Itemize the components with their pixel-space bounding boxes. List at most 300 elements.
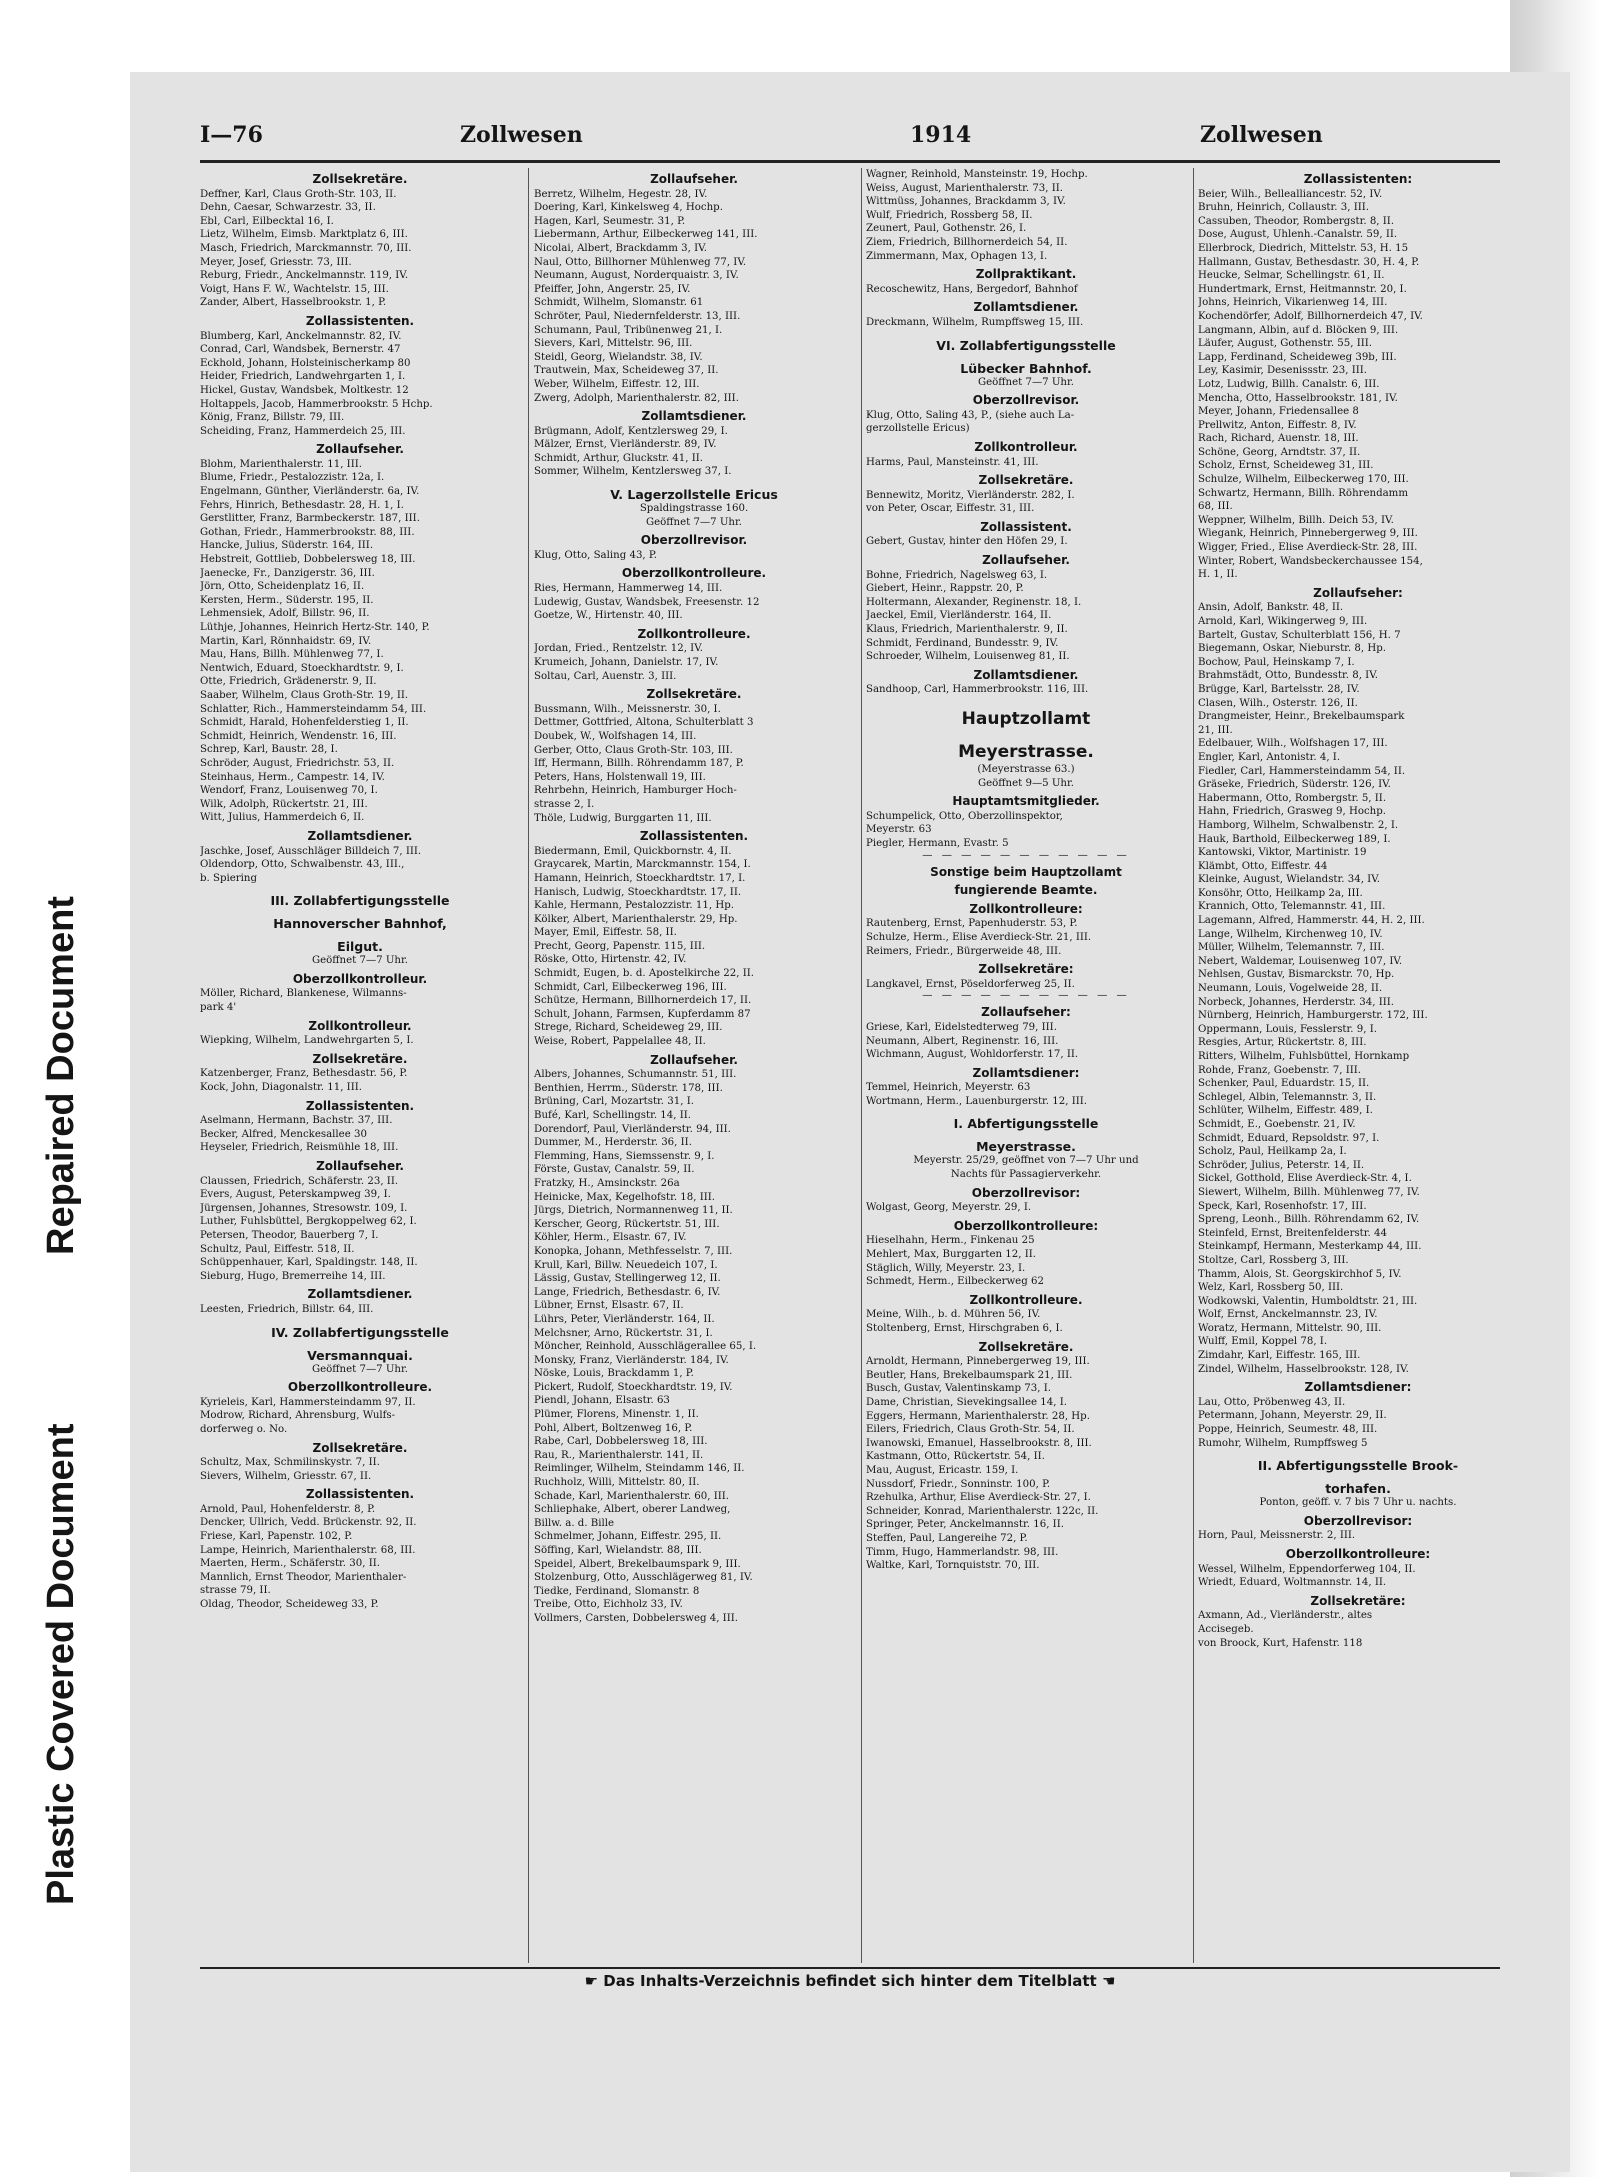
directory-entry: Langmann, Albin, auf d. Blöcken 9, III. — [1198, 324, 1399, 336]
directory-entry: Zander, Albert, Hasselbrookstr. 1, P. — [200, 297, 387, 309]
directory-entry: Klaus, Friedrich, Marienthalerstr. 9, II. — [866, 624, 1068, 636]
directory-entry: Holtappels, Jacob, Hammerbrookstr. 5 Hchp. — [200, 398, 433, 410]
directory-entry: Aselmann, Hermann, Bachstr. 37, III. — [200, 1115, 393, 1127]
directory-entry: Nebert, Waldemar, Louisenweg 107, IV. — [1198, 955, 1403, 967]
directory-entry: Lau, Otto, Pröbenweg 43, II. — [1198, 1396, 1346, 1408]
directory-entry: Pfeiffer, John, Angerstr. 25, IV. — [534, 283, 691, 295]
directory-entry: Waltke, Karl, Tornquiststr. 70, III. — [866, 1560, 1040, 1572]
directory-entry: Petermann, Johann, Meyerstr. 29, II. — [1198, 1410, 1387, 1422]
directory-entry: Wessel, Wilhelm, Eppendorferweg 104, II. — [1198, 1563, 1416, 1575]
directory-entry: Melchsner, Arno, Rückertstr. 31, I. — [534, 1327, 713, 1339]
directory-entry: Kleinke, August, Wielandstr. 34, IV. — [1198, 874, 1381, 886]
section-heading: Oberzollkontrolleure: — [953, 1218, 1099, 1233]
directory-entry: Winter, Robert, Wandsbeckerchaussee 154, — [1198, 555, 1423, 567]
directory-entry: Kock, John, Diagonalstr. 11, III. — [200, 1082, 362, 1094]
directory-entry: Schröter, Paul, Niedernfelderstr. 13, III. — [534, 310, 741, 322]
directory-entry: Prellwitz, Anton, Eiffestr. 8, IV. — [1198, 419, 1357, 431]
directory-entry: Lange, Friedrich, Bethesdastr. 6, IV. — [534, 1286, 721, 1298]
section-title-left: Zollwesen — [460, 122, 583, 148]
directory-entry: Wulff, Emil, Koppel 78, I. — [1198, 1336, 1328, 1348]
directory-entry: Rau, R., Marienthalerstr. 141, II. — [534, 1449, 704, 1461]
directory-entry: Evers, August, Peterskampweg 39, I. — [200, 1189, 391, 1201]
directory-entry: Weise, Robert, Pappelallee 48, II. — [534, 1036, 706, 1048]
section-heading: Zollamtsdiener. — [973, 300, 1079, 315]
directory-entry: Eilers, Friedrich, Claus Groth-Str. 54, II. — [866, 1424, 1075, 1436]
directory-entry: Griese, Karl, Eidelstedterweg 79, III. — [866, 1021, 1057, 1033]
directory-entry: Schumann, Paul, Tribünenweg 21, I. — [534, 324, 723, 336]
directory-entry: Wortmann, Herm., Lauenburgerstr. 12, III. — [866, 1095, 1088, 1107]
section-heading: Zollkontrolleure. — [969, 1292, 1083, 1307]
directory-entry: Lässig, Gustav, Stellingerweg 12, II. — [534, 1273, 721, 1285]
directory-entry: Saaber, Wilhelm, Claus Groth-Str. 19, II. — [200, 689, 409, 701]
column-2 — [534, 168, 854, 1626]
directory-entry: Tiedke, Ferdinand, Slomanstr. 8 — [534, 1585, 700, 1597]
office-note: Spaldingstrasse 160. — [639, 503, 749, 515]
directory-entry: Temmel, Heinrich, Meyerstr. 63 — [866, 1082, 1031, 1094]
directory-entry: Brüning, Carl, Mozartstr. 31, I. — [534, 1096, 694, 1108]
directory-entry: Schlegel, Albin, Telemannstr. 3, II. — [1198, 1091, 1377, 1103]
directory-entry: Piendl, Johann, Elsastr. 63 — [534, 1395, 670, 1407]
directory-entry: Vollmers, Carsten, Dobbelersweg 4, III. — [534, 1612, 738, 1624]
section-heading: Zollaufseher. — [316, 442, 404, 457]
footer-note — [200, 1972, 1500, 1990]
directory-entry: Fratzky, H., Amsinckstr. 26a — [534, 1177, 680, 1189]
directory-entry: Arnold, Paul, Hohenfelderstr. 8, P. — [200, 1503, 376, 1515]
directory-entry: Soltau, Carl, Auenstr. 3, III. — [534, 670, 677, 682]
directory-entry: Berretz, Wilhelm, Hegestr. 28, IV. — [534, 188, 708, 200]
directory-entry: Meyer, Josef, Griesstr. 73, III. — [200, 256, 352, 268]
directory-entry: Rumohr, Wilhelm, Rumpffsweg 5 — [1198, 1437, 1368, 1449]
directory-entry: Schumpelick, Otto, Oberzollinspektor, — [866, 810, 1063, 822]
office-note: Geöffnet 9—5 Uhr. — [978, 777, 1074, 789]
directory-entry: Schultz, Paul, Eiffestr. 518, II. — [200, 1243, 355, 1255]
directory-entry: Dreckmann, Wilhelm, Rumpffsweg 15, III. — [866, 316, 1084, 328]
directory-entry: Sievers, Karl, Mittelstr. 96, III. — [534, 338, 693, 350]
footer-rule — [200, 1967, 1500, 1969]
directory-entry: Arnoldt, Hermann, Pinnebergerweg 19, III. — [866, 1356, 1090, 1368]
side-panel — [0, 0, 130, 2177]
directory-entry: Bruhn, Heinrich, Collaustr. 3, III. — [1198, 202, 1370, 214]
directory-entry: Resgies, Artur, Rückertstr. 8, III. — [1198, 1037, 1367, 1049]
document-page — [130, 72, 1570, 2172]
office-note: Geöffnet 7—7 Uhr. — [312, 1363, 408, 1375]
directory-entry: Förste, Gustav, Canalstr. 59, II. — [534, 1164, 695, 1176]
directory-entry: Luther, Fuhlsbüttel, Bergkoppelweg 62, I. — [200, 1216, 417, 1228]
directory-entry: Hieselhahn, Herm., Finkenau 25 — [866, 1235, 1035, 1247]
directory-entry: Wittmüss, Johannes, Brackdamm 3, IV. — [866, 196, 1066, 208]
directory-entry: Dettmer, Gottfried, Altona, Schulterblatt 3 — [534, 717, 754, 729]
section-heading: Zollsekretäre: — [1310, 1593, 1406, 1608]
column-divider — [861, 168, 862, 1963]
directory-entry: Mayer, Emil, Eiffestr. 58, II. — [534, 927, 677, 939]
directory-entry: Rzehulka, Arthur, Elise Averdieck-Str. 27, I. — [866, 1492, 1091, 1504]
section-heading: Zollassistenten. — [305, 1487, 415, 1502]
directory-entry: Langkavel, Ernst, Pöseldorferweg 25, II. — [866, 978, 1075, 990]
directory-entry: Jörn, Otto, Scheidenplatz 16, II. — [200, 581, 365, 593]
directory-entry: Recoschewitz, Hans, Bergedorf, Bahnhof — [866, 283, 1078, 295]
directory-entry: Schmidt, Heinrich, Wendenstr. 16, III. — [200, 730, 397, 742]
directory-entry: Läufer, August, Gothenstr. 55, III. — [1198, 338, 1373, 350]
directory-entry: Woratz, Hermann, Mittelstr. 90, III. — [1198, 1322, 1382, 1334]
directory-entry: Clasen, Wilh., Osterstr. 126, II. — [1198, 697, 1358, 709]
directory-entry: Neumann, August, Norderquaistr. 3, IV. — [534, 270, 739, 282]
directory-entry: Sieburg, Hugo, Bremerreihe 14, III. — [200, 1270, 386, 1282]
directory-entry: Bussmann, Wilh., Meissnerstr. 30, I. — [534, 703, 721, 715]
directory-entry: Lübner, Ernst, Elsastr. 67, II. — [534, 1300, 684, 1312]
directory-entry: von Broock, Kurt, Hafenstr. 118 — [1198, 1637, 1363, 1649]
directory-entry: Schlüter, Wilhelm, Eiffestr. 489, I. — [1198, 1105, 1373, 1117]
directory-entry: Zindel, Wilhelm, Hasselbrookstr. 128, IV. — [1198, 1363, 1409, 1375]
section-heading: Zollkontrolleure: — [969, 901, 1083, 916]
directory-entry: Nentwich, Eduard, Stoeckhardtstr. 9, I. — [200, 662, 404, 674]
section-heading: Zollassistenten. — [639, 829, 749, 844]
directory-entry: Goetze, W., Hirtenstr. 40, III. — [534, 610, 683, 622]
directory-entry: Blumberg, Karl, Anckelmannstr. 82, IV. — [200, 330, 402, 342]
directory-entry: Lüthje, Johannes, Heinrich Hertz-Str. 140, P. — [200, 622, 430, 633]
directory-entry: Ansin, Adolf, Bankstr. 48, II. — [1198, 602, 1344, 614]
directory-entry: Iff, Hermann, Billh. Röhrendamm 187, P. — [534, 758, 744, 770]
directory-entry: Fiedler, Carl, Hammersteindamm 54, II. — [1198, 765, 1406, 777]
directory-entry: Precht, Georg, Papenstr. 115, III. — [534, 940, 706, 952]
directory-entry: Nöske, Louis, Brackdamm 1, P. — [534, 1368, 694, 1380]
directory-entry: Hancke, Julius, Süderstr. 164, III. — [200, 540, 374, 552]
directory-entry: Zwerg, Adolph, Marienthalerstr. 82, III. — [534, 392, 739, 404]
section-heading: Zollsekretäre: — [978, 962, 1074, 977]
directory-entry: Thamm, Alois, St. Georgskirchhof 5, IV. — [1198, 1268, 1402, 1280]
column-divider — [528, 168, 529, 1963]
directory-entry: Mälzer, Ernst, Vierländerstr. 89, IV. — [534, 439, 717, 451]
office-heading: Lübecker Bahnhof. — [960, 360, 1092, 376]
office-note: Meyerstr. 25/29, geöffnet von 7—7 Uhr und — [913, 1155, 1139, 1167]
directory-entry: Lampe, Heinrich, Marienthalerstr. 68, III. — [200, 1544, 416, 1556]
section-heading: Zollaufseher. — [650, 172, 738, 186]
directory-entry: Scholz, Ernst, Scheideweg 31, III. — [1198, 460, 1374, 472]
section-heading: Oberzollkontrolleur. — [292, 971, 428, 986]
directory-entry: Neumann, Louis, Vogelweide 28, II. — [1198, 983, 1383, 995]
directory-entry: Arnold, Karl, Wikingerweg 9, III. — [1198, 616, 1368, 627]
directory-entry: Schüppenhauer, Karl, Spaldingstr. 148, II. — [200, 1257, 418, 1269]
section-heading: Oberzollkontrolleure: — [1285, 1547, 1431, 1561]
section-heading: Zollkontrolleur. — [974, 439, 1078, 454]
directory-entry: Schenker, Paul, Eduardstr. 15, II. — [1198, 1078, 1370, 1090]
directory-entry: Rach, Richard, Auenstr. 18, III. — [1198, 433, 1359, 445]
directory-entry: Petersen, Theodor, Bauerberg 7, I. — [200, 1229, 379, 1241]
directory-entry: Schroeder, Wilhelm, Louisenweg 81, II. — [866, 651, 1070, 663]
directory-entry: Speck, Karl, Rosenhofstr. 17, III. — [1198, 1200, 1367, 1212]
directory-entry: Thöle, Ludwig, Burggarten 11, III. — [534, 812, 712, 824]
directory-entry: Drangmeister, Heinr., Brekelbaumspark — [1198, 711, 1405, 723]
section-heading: Zollassistenten. — [305, 313, 415, 328]
directory-entry: Steidl, Georg, Wielandstr. 38, IV. — [534, 351, 703, 363]
section-heading: Zollkontrolleur. — [308, 1018, 412, 1033]
directory-entry: Iwanowski, Emanuel, Hasselbrookstr. 8, III. — [866, 1437, 1092, 1449]
directory-entry: Busch, Gustav, Valentinskamp 73, I. — [866, 1383, 1051, 1395]
directory-entry: Otte, Friedrich, Grädenerstr. 9, II. — [200, 676, 377, 688]
directory-entry: Jaeckel, Emil, Vierländerstr. 164, II. — [866, 610, 1052, 622]
directory-entry: Meine, Wilh., b. d. Mühren 56, IV. — [866, 1309, 1041, 1321]
directory-entry: Eckhold, Johann, Holsteinischerkamp 80 — [200, 357, 411, 369]
directory-entry: Katzenberger, Franz, Bethesdastr. 56, P. — [200, 1068, 408, 1080]
section-heading: Zollaufseher. — [316, 1159, 404, 1173]
directory-entry: Piegler, Hermann, Evastr. 5 — [866, 837, 1009, 849]
directory-entry: Wilk, Adolph, Rückertstr. 21, III. — [200, 798, 368, 810]
directory-entry: Beutler, Hans, Brekelbaumspark 21, III. — [866, 1369, 1073, 1381]
directory-entry: park 4' — [200, 1002, 237, 1014]
directory-entry: Söffing, Karl, Wielandstr. 88, III. — [534, 1545, 702, 1556]
directory-entry: Schütze, Hermann, Billhornerdeich 17, II. — [534, 995, 752, 1007]
directory-entry: Naul, Otto, Billhorner Mühlenweg 77, IV. — [534, 256, 747, 268]
directory-entry: Zeunert, Paul, Gothenstr. 26, I. — [866, 223, 1027, 235]
column-3 — [866, 168, 1186, 1573]
directory-entry: Gothan, Friedr., Hammerbrookstr. 88, III. — [200, 526, 415, 538]
directory-entry: Graycarek, Martin, Marckmannstr. 154, I. — [534, 859, 751, 871]
directory-entry: Wendorf, Franz, Louisenweg 70, I. — [200, 785, 378, 797]
directory-entry: Nussdorf, Friedr., Sonninstr. 100, P. — [866, 1478, 1051, 1490]
directory-entry: Mau, August, Ericastr. 159, I. — [866, 1464, 1019, 1476]
directory-entry: Klug, Otto, Saling 43, P., (siehe auch La- — [866, 409, 1075, 421]
footer-text: Das Inhalts-Verzeichnis befindet sich hinter dem Titelblatt — [603, 1972, 1097, 1990]
directory-entry: Beier, Wilh., Bellealliancestr. 52, IV. — [1198, 188, 1383, 200]
directory-entry: Köhler, Herm., Elsastr. 67, IV. — [534, 1232, 687, 1244]
section-heading: Zollassistenten. — [305, 1098, 415, 1113]
directory-entry: Jürgensen, Johannes, Stresowstr. 109, I. — [200, 1202, 408, 1214]
directory-entry: strasse 2, I. — [534, 798, 595, 810]
repaired-document-label: Repaired Document — [40, 896, 82, 1255]
directory-entry: Friese, Karl, Papenstr. 102, P. — [200, 1531, 353, 1543]
directory-entry: Dose, August, Uhlenh.-Canalstr. 59, II. — [1198, 229, 1398, 241]
directory-entry: Kyrieleis, Karl, Hammersteindamm 97, II. — [200, 1396, 416, 1408]
directory-entry: dorferweg o. No. — [200, 1423, 288, 1435]
directory-entry: Reimlinger, Wilhelm, Steindamm 146, II. — [534, 1463, 745, 1475]
directory-entry: Hamann, Heinrich, Stoeckhardtstr. 17, I. — [534, 872, 746, 884]
directory-entry: Wriedt, Eduard, Woltmannstr. 14, II. — [1198, 1577, 1387, 1589]
directory-entry: Albers, Johannes, Schumannstr. 51, III. — [534, 1069, 737, 1081]
directory-entry: Lietz, Wilhelm, Eimsb. Marktplatz 6, III. — [200, 229, 408, 241]
office-note: Geöffnet 7—7 Uhr. — [646, 516, 742, 528]
page-header — [200, 122, 1500, 158]
directory-entry: Rehrbehn, Heinrich, Hamburger Hoch- — [534, 785, 737, 797]
directory-entry: Dummer, M., Herderstr. 36, II. — [534, 1137, 692, 1149]
section-heading: Oberzollkontrolleure. — [287, 1380, 433, 1395]
directory-entry: Krannich, Otto, Telemannstr. 41, III. — [1198, 901, 1386, 913]
section-heading: fungierende Beamte. — [954, 883, 1098, 898]
directory-entry: Jordan, Fried., Rentzelstr. 12, IV. — [534, 643, 704, 655]
directory-entry: Hamborg, Wilhelm, Schwalbenstr. 2, I. — [1198, 819, 1399, 831]
directory-entry: Rabe, Carl, Dobbelersweg 18, III. — [534, 1436, 708, 1448]
directory-entry: Steinfeld, Ernst, Breitenfelderstr. 44 — [1198, 1227, 1387, 1239]
directory-entry: Eggers, Hermann, Marienthalerstr. 28, Hp. — [866, 1410, 1090, 1422]
directory-entry: Brügge, Karl, Bartelsstr. 28, IV. — [1198, 683, 1360, 695]
directory-entry: Klämbt, Otto, Eiffestr. 44 — [1198, 860, 1328, 872]
pointing-hand-right-icon: ☚ — [1101, 1972, 1116, 1990]
directory-entry: Weppner, Wilhelm, Billh. Deich 53, IV. — [1198, 514, 1394, 526]
section-heading: Hauptamtsmitglieder. — [952, 794, 1100, 809]
directory-entry: H. 1, II. — [1198, 569, 1238, 581]
directory-entry: Konsöhr, Otto, Heilkamp 2a, III. — [1198, 887, 1363, 899]
directory-entry: Stoltenberg, Ernst, Hirschgraben 6, I. — [866, 1323, 1063, 1334]
directory-entry: Schwartz, Hermann, Billh. Röhrendamm — [1198, 487, 1409, 499]
directory-entry: Schmelmer, Johann, Eiffestr. 295, II. — [534, 1531, 722, 1543]
office-note: Nachts für Passagierverkehr. — [950, 1169, 1102, 1181]
section-heading: Zollamtsdiener: — [972, 1065, 1080, 1080]
section-heading: Zollaufseher: — [1313, 585, 1403, 600]
directory-entry: Witt, Julius, Hammerdeich 6, II. — [200, 812, 365, 824]
directory-entry: Krumeich, Johann, Danielstr. 17, IV. — [534, 657, 719, 668]
directory-entry: Jaschke, Josef, Ausschläger Billdeich 7, III. — [200, 845, 422, 857]
directory-entry: Nicolai, Albert, Brackdamm 3, IV. — [534, 242, 707, 254]
directory-entry: Doering, Karl, Kinkelsweg 4, Hochp. — [534, 202, 723, 214]
office-note: Geöffnet 7—7 Uhr. — [312, 955, 408, 967]
directory-entry: Conrad, Carl, Wandsbek, Bernerstr. 47 — [200, 344, 401, 356]
directory-entry: Kerscher, Georg, Rückertstr. 51, III. — [534, 1218, 720, 1230]
directory-entry: Neumann, Albert, Reginenstr. 16, III. — [866, 1035, 1059, 1047]
column-1 — [200, 168, 520, 1612]
directory-entry: Hallmann, Gustav, Bethesdastr. 30, H. 4, P. — [1198, 256, 1420, 268]
directory-entry: Kochendörfer, Adolf, Billhornerdeich 47, IV. — [1198, 310, 1423, 322]
directory-entry: Wiegank, Heinrich, Pinnebergerweg 9, III. — [1198, 528, 1418, 540]
section-heading: Oberzollrevisor: — [971, 1185, 1081, 1200]
office-heading: Hannoverscher Bahnhof, — [273, 916, 447, 932]
directory-entry: Jürgs, Dietrich, Normannenweg 11, II. — [534, 1205, 733, 1217]
directory-entry: Speidel, Albert, Brekelbaumspark 9, III. — [534, 1558, 741, 1570]
section-heading: Oberzollrevisor. — [972, 393, 1080, 408]
directory-entry: Jaenecke, Fr., Danzigerstr. 36, III. — [200, 567, 375, 579]
directory-entry: Schmidt, E., Goebenstr. 21, IV. — [1198, 1118, 1356, 1130]
directory-entry: Brügmann, Adolf, Kentzlersweg 29, I. — [534, 425, 728, 437]
section-title-right: Zollwesen — [1200, 122, 1323, 148]
directory-entry: Spreng, Leonh., Billh. Röhrendamm 62, IV. — [1198, 1214, 1420, 1226]
directory-entry: Heucke, Selmar, Schellingstr. 61, II. — [1198, 270, 1385, 282]
directory-entry: Strege, Richard, Scheideweg 29, III. — [534, 1022, 723, 1034]
directory-entry: Dame, Christian, Sievekingsallee 14, I. — [866, 1396, 1067, 1408]
directory-entry: Schmidt, Wilhelm, Slomanstr. 61 — [534, 297, 704, 309]
directory-entry: Konopka, Johann, Methfesselstr. 7, III. — [534, 1245, 733, 1257]
directory-entry: Harms, Paul, Mansteinstr. 41, III. — [866, 456, 1039, 468]
directory-entry: Gebert, Gustav, hinter den Höfen 29, I. — [866, 536, 1068, 548]
directory-entry: Siewert, Wilhelm, Billh. Mühlenweg 77, IV. — [1198, 1186, 1420, 1198]
directory-entry: Ruchholz, Willi, Mittelstr. 80, II. — [534, 1477, 700, 1489]
directory-entry: Hahn, Friedrich, Grasweg 9, Hochp. — [1198, 806, 1386, 818]
directory-entry: Schade, Karl, Marienthalerstr. 60, III. — [534, 1490, 730, 1502]
directory-entry: Ellerbrock, Diedrich, Mittelstr. 53, H. 15 — [1198, 242, 1409, 254]
section-heading: Zollamtsdiener. — [973, 667, 1079, 682]
section-heading: Zollamtsdiener: — [1304, 1380, 1412, 1395]
directory-entry: Lotz, Ludwig, Billh. Canalstr. 6, III. — [1198, 378, 1380, 390]
directory-entry: Sommer, Wilhelm, Kentzlersweg 37, I. — [534, 466, 732, 478]
directory-entry: Heyseler, Friedrich, Reismühle 18, III. — [200, 1142, 399, 1154]
directory-entry: Schmidt, Eduard, Repsoldstr. 97, I. — [1198, 1132, 1380, 1144]
directory-entry: Accisegeb. — [1198, 1623, 1254, 1635]
directory-entry: Schulze, Wilhelm, Eilbeckerweg 170, III. — [1198, 474, 1409, 486]
directory-entry: Bartelt, Gustav, Schulterblatt 156, H. 7 — [1198, 629, 1401, 641]
directory-entry: Schmidt, Eugen, b. d. Apostelkirche 22, II. — [534, 968, 755, 980]
directory-entry: Oppermann, Louis, Fesslerstr. 9, I. — [1198, 1023, 1377, 1035]
page-number: I—76 — [200, 122, 263, 148]
directory-entry: Wagner, Reinhold, Mansteinstr. 19, Hochp. — [866, 169, 1088, 180]
directory-entry: Steinkampf, Hermann, Mesterkamp 44, III. — [1198, 1241, 1422, 1253]
section-heading: Zollsekretäre. — [312, 172, 408, 186]
directory-entry: Martin, Karl, Rönnhaidstr. 69, IV. — [200, 635, 372, 647]
directory-entry: Bufé, Karl, Schellingstr. 14, II. — [534, 1110, 692, 1121]
directory-entry: Schneider, Konrad, Marienthalerstr. 122c, II. — [866, 1505, 1099, 1517]
directory-entry: Welz, Karl, Rossberg 50, III. — [1198, 1282, 1344, 1294]
office-note: Geöffnet 7—7 Uhr. — [978, 376, 1074, 388]
directory-entry: Reimers, Friedr., Bürgerweide 48, III. — [866, 945, 1062, 957]
directory-entry: 21, III. — [1198, 724, 1233, 736]
directory-entry: Becker, Alfred, Menckesallee 30 — [200, 1128, 367, 1140]
directory-entry: Biedermann, Emil, Quickbornstr. 4, II. — [534, 845, 732, 857]
directory-entry: Schrep, Karl, Baustr. 28, I. — [200, 744, 338, 756]
directory-entry: Ritters, Wilhelm, Fuhlsbüttel, Hornkamp — [1198, 1051, 1410, 1062]
directory-entry: Blume, Friedr., Pestalozzistr. 12a, I. — [200, 472, 385, 484]
office-note: (Meyerstrasse 63.) — [977, 764, 1075, 775]
column-4 — [1198, 168, 1518, 1650]
directory-entry: Weiss, August, Marienthalerstr. 73, II. — [866, 182, 1064, 194]
directory-entry: Bohne, Friedrich, Nagelsweg 63, I. — [866, 569, 1048, 581]
directory-entry: Heinicke, Max, Kegelhofstr. 18, III. — [534, 1191, 716, 1203]
office-heading: VI. Zollabfertigungsstelle — [936, 337, 1116, 353]
directory-entry: Oldag, Theodor, Scheideweg 33, P. — [200, 1599, 379, 1611]
directory-entry: Pickert, Rudolf, Stoeckhardtstr. 19, IV. — [534, 1381, 733, 1393]
directory-entry: Klug, Otto, Saling 43, P. — [534, 549, 657, 561]
directory-entry: Scholz, Paul, Heilkamp 2a, I. — [1198, 1146, 1347, 1158]
directory-entry: Kahle, Hermann, Pestalozzistr. 11, Hp. — [534, 900, 734, 912]
directory-entry: Claussen, Friedrich, Schäferstr. 23, II. — [200, 1175, 399, 1187]
directory-entry: Benthien, Herrm., Süderstr. 178, III. — [534, 1082, 723, 1094]
directory-entry: Wulf, Friedrich, Rossberg 58, II. — [866, 209, 1033, 221]
directory-entry: Schmidt, Ferdinand, Bundesstr. 9, IV. — [866, 637, 1059, 649]
directory-entry: Schultz, Max, Schmilinskystr. 7, II. — [200, 1457, 380, 1469]
directory-entry: strasse 79, II. — [200, 1585, 271, 1597]
directory-entry: Lange, Wilhelm, Kirchenweg 10, IV. — [1198, 928, 1383, 940]
directory-entry: Krull, Karl, Billw. Neuedeich 107, I. — [534, 1259, 718, 1271]
directory-entry: Steffen, Paul, Langereihe 72, P. — [866, 1532, 1028, 1544]
directory-entry: Flemming, Hans, Siemssenstr. 9, I. — [534, 1150, 715, 1162]
directory-entry: Axmann, Ad., Vierländerstr., altes — [1198, 1610, 1373, 1622]
directory-entry: von Peter, Oscar, Eiffestr. 31, III. — [866, 503, 1035, 515]
directory-entry: Cassuben, Theodor, Rombergstr. 8, II. — [1198, 215, 1395, 227]
directory-entry: b. Spiering — [200, 872, 257, 884]
directory-entry: Mau, Hans, Billh. Mühlenweg 77, I. — [200, 649, 384, 661]
directory-entry: Stolzenburg, Otto, Ausschlägerweg 81, IV. — [534, 1572, 753, 1584]
directory-entry: Nürnberg, Heinrich, Hamburgerstr. 172, III. — [1198, 1010, 1428, 1022]
directory-entry: Dehn, Caesar, Schwarzestr. 33, II. — [200, 202, 376, 214]
directory-entry: Bochow, Paul, Heinskamp 7, I. — [1198, 656, 1355, 668]
section-heading: Zollkontrolleure. — [637, 626, 751, 641]
header-rule — [200, 160, 1500, 163]
directory-entry: Peters, Hans, Holstenwall 19, III. — [534, 771, 706, 783]
office-heading: IV. Zollabfertigungsstelle — [271, 1324, 449, 1340]
directory-entry: Stoltze, Carl, Rossberg 3, III. — [1198, 1254, 1349, 1266]
directory-entry: Edelbauer, Wilh., Wolfshagen 17, III. — [1198, 738, 1388, 750]
directory-entry: Brahmstädt, Otto, Bundesstr. 8, IV. — [1198, 670, 1379, 682]
directory-entry: Plümer, Florens, Minenstr. 1, II. — [534, 1409, 699, 1421]
directory-entry: Hickel, Gustav, Wandsbek, Moltkestr. 12 — [200, 384, 409, 396]
directory-entry: Wolf, Ernst, Anckelmannstr. 23, IV. — [1198, 1309, 1378, 1321]
directory-entry: Ries, Hermann, Hammerweg 14, III. — [534, 583, 723, 595]
directory-entry: Maerten, Herm., Schäferstr. 30, II. — [200, 1558, 380, 1570]
section-heading: Zollassistent. — [980, 519, 1072, 534]
section-heading: Zollaufseher. — [982, 553, 1070, 568]
directory-entry: Norbeck, Johannes, Herderstr. 34, III. — [1198, 996, 1395, 1008]
directory-entry: Ley, Kasimir, Desenissstr. 23, III. — [1198, 365, 1368, 377]
directory-entry: Dorendorf, Paul, Vierländerstr. 94, III. — [534, 1123, 731, 1135]
directory-entry: Schliephake, Albert, oberer Landweg, — [534, 1504, 731, 1516]
section-heading: Zollpraktikant. — [975, 267, 1077, 282]
directory-entry: Möncher, Reinhold, Ausschlägerallee 65, I. — [534, 1341, 757, 1353]
directory-entry: Hauk, Barthold, Eilbeckerweg 189, I. — [1198, 833, 1391, 845]
column-divider — [1193, 168, 1194, 1963]
